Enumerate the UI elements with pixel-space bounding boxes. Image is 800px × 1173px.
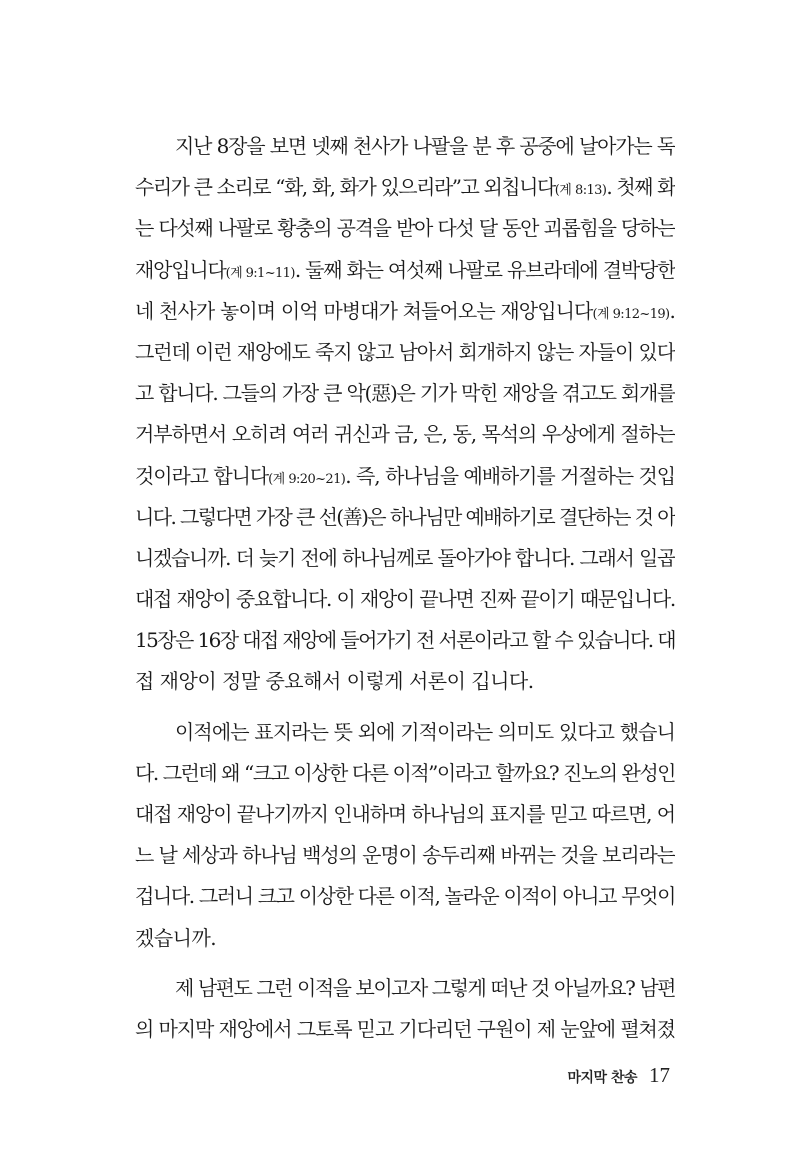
text-segment: . 즉, 하나님을 예배하기를 거절하는 것입 [345, 463, 675, 488]
text-line [135, 250, 675, 291]
text-line [135, 968, 675, 1009]
text-line [135, 332, 675, 373]
text-line [135, 1009, 675, 1050]
text-line [135, 794, 675, 835]
text-segment: 겁니다. 그러니 크고 이상한 다른 이적, 놀라운 이적이 아니고 무엇이 [135, 884, 675, 909]
text-segment: 다. 그런데 왜 “크고 이상한 다른 이적”이라고 할까요? 진노의 완성인 [135, 760, 675, 785]
text-segment: 겠습니까. [135, 925, 217, 950]
text-line [135, 876, 675, 917]
text-line [135, 208, 675, 249]
text-segment: 수리가 큰 소리로 “화, 화, 화가 있으리라”고 외칩니다 [135, 175, 555, 200]
text-line [135, 167, 675, 208]
scripture-reference: (계 9:12~19) [592, 306, 670, 322]
paragraph-gap [135, 959, 675, 968]
text-line [135, 126, 675, 167]
text-segment: 그런데 이런 재앙에도 죽지 않고 남아서 회개하지 않는 자들이 있다 [135, 339, 675, 364]
text-segment: 것이라고 합니다 [135, 463, 269, 488]
paragraph [135, 126, 675, 703]
text-line [135, 579, 675, 620]
scripture-reference: (계 8:13) [554, 183, 607, 199]
text-line [135, 414, 675, 455]
text-segment: 의 마지막 재앙에서 그토록 믿고 기다리던 구원이 제 눈앞에 펼쳐졌 [135, 1016, 675, 1041]
text-segment: . 둘째 화는 여섯째 나팔로 유브라데에 결박당한 [294, 257, 675, 282]
text-segment: 거부하면서 오히려 여러 귀신과 금, 은, 동, 목석의 우상에게 절하는 [135, 422, 675, 447]
text-segment: 니다. 그렇다면 가장 큰 선(善)은 하나님만 예배하기로 결단하는 것 아 [135, 504, 675, 529]
text-line [135, 373, 675, 414]
text-segment: 재앙입니다 [135, 257, 226, 282]
body-text [135, 126, 675, 1050]
text-line [135, 918, 675, 959]
text-segment: 15장은 16장 대접 재앙에 들어가기 전 서론이라고 할 수 있습니다. 대 [135, 628, 675, 653]
text-segment: 니겠습니까. 더 늦기 전에 하나님께로 돌아가야 합니다. 그래서 일곱 [135, 545, 675, 570]
text-segment: 제 남편도 그런 이적을 보이고자 그렇게 떠난 것 아닐까요? 남편 [175, 975, 675, 1000]
text-segment: 대접 재앙이 중요합니다. 이 재앙이 끝나면 진짜 끝이기 때문입니다. [135, 587, 675, 612]
text-line [135, 712, 675, 753]
text-segment: 는 다섯째 나팔로 황충의 공격을 받아 다섯 달 동안 괴롭힘을 당하는 [135, 216, 675, 241]
text-segment: 네 천사가 놓이며 이억 마병대가 쳐들어오는 재앙입니다 [135, 298, 593, 323]
text-line [135, 538, 675, 579]
paragraph [135, 968, 675, 1050]
text-segment: 지난 8장을 보면 넷째 천사가 나팔을 분 후 공중에 날아가는 독 [175, 134, 675, 158]
text-segment: 고 합니다. 그들의 가장 큰 악(惡)은 기가 막힌 재앙을 겪고도 회개를 [135, 381, 675, 406]
text-line [135, 456, 675, 497]
text-segment: 접 재앙이 정말 중요해서 이렇게 서론이 깁니다. [135, 669, 534, 694]
paragraph-gap [135, 703, 675, 712]
text-segment: . [669, 298, 675, 323]
text-segment: 느 날 세상과 하나님 백성의 운명이 송두리째 바뀌는 것을 보리라는 [135, 843, 675, 868]
text-segment: 이적에는 표지라는 뜻 외에 기적이라는 의미도 있다고 했습니 [175, 719, 675, 744]
text-line [135, 620, 675, 661]
text-segment: 대접 재앙이 끝나기까지 인내하며 하나님의 표지를 믿고 따르면, 어 [135, 802, 675, 826]
page-number: 17 [649, 1063, 670, 1087]
text-line [135, 291, 675, 332]
text-line [135, 661, 675, 702]
scripture-reference: (계 9:20~21) [268, 471, 346, 487]
text-segment: . 첫째 화 [606, 175, 675, 200]
text-line [135, 497, 675, 538]
page-footer [568, 1063, 671, 1088]
running-title: 마지막 찬송 [567, 1070, 637, 1086]
text-line [135, 835, 675, 876]
paragraph [135, 712, 675, 959]
scripture-reference: (계 9:1~11) [225, 265, 295, 281]
text-line [135, 753, 675, 794]
